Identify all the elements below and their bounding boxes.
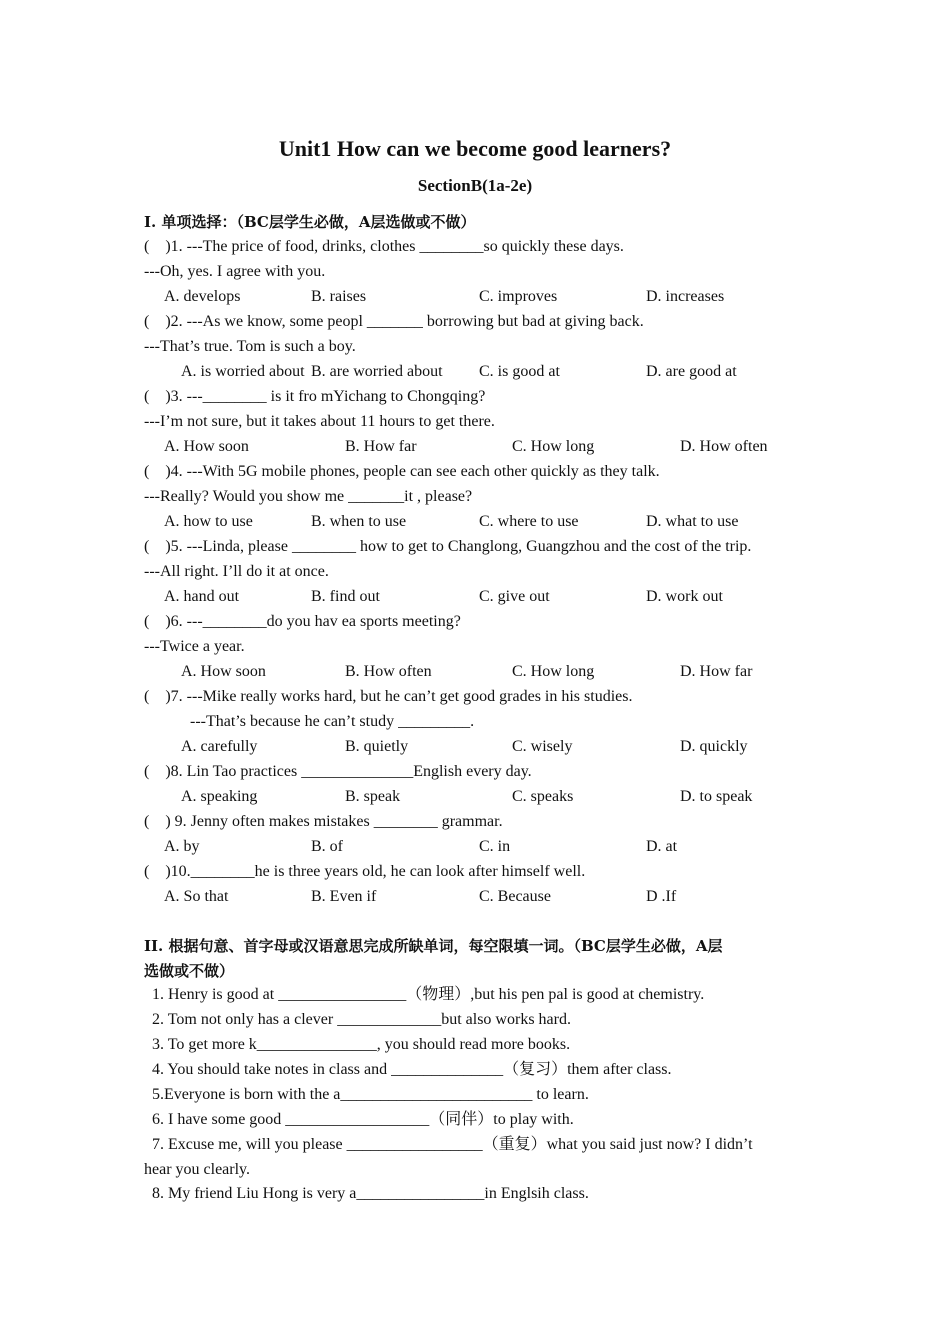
question-6-response: ---Twice a year. — [144, 638, 245, 655]
question-4-response: ---Really? Would you show me _______it , please? — [144, 488, 473, 505]
fill-item-2: 2. Tom not only has a clever _____________but also works hard. — [144, 1011, 571, 1028]
q2-option-d: D. are good at — [646, 363, 737, 380]
question-10: ( )10.________he is three years old, he can look after himself well. — [144, 863, 586, 880]
q10-option-c: C. Because — [479, 888, 551, 905]
q9-option-a: A. by — [164, 838, 200, 855]
q4-option-a: A. how to use — [164, 513, 253, 530]
q4-option-d: D. what to use — [646, 513, 739, 530]
q8-option-b: B. speak — [345, 788, 401, 805]
question-1-response: ---Oh, yes. I agree with you. — [144, 263, 326, 280]
section2-header: II. 根据句意、首字母或汉语意思完成所缺单词，每空限填一词。（BC层学生必做，A层 — [144, 937, 723, 955]
question-5: ( )5. ---Linda, please ________ how to get to Changlong, Guangzhou and the cost of the trip. — [144, 538, 752, 555]
question-2: ( )2. ---As we know, some peopl _______ borrowing but bad at giving back. — [144, 313, 644, 330]
fill-item-7-cont: hear you clearly. — [144, 1161, 251, 1178]
fill-item-7: 7. Excuse me, will you please _________________（重复）what you said just now? I didn’t — [144, 1136, 753, 1153]
q1-option-b: B. raises — [311, 288, 367, 305]
q2-option-c: C. is good at — [479, 363, 560, 380]
page-subtitle: SectionB(1a-2e) — [417, 176, 533, 195]
question-3-response: ---I’m not sure, but it takes about 11 hours to get there. — [144, 413, 495, 430]
q3-option-d: D. How often — [680, 438, 768, 455]
q10-option-b: B. Even if — [311, 888, 377, 905]
q2-option-b: B. are worried about — [311, 363, 443, 380]
question-2-response: ---That’s true. Tom is such a boy. — [144, 338, 356, 355]
q7-option-d: D. quickly — [680, 738, 748, 755]
q5-option-d: D. work out — [646, 588, 723, 605]
question-4: ( )4. ---With 5G mobile phones, people can see each other quickly as they talk. — [144, 463, 660, 480]
fill-item-5: 5.Everyone is born with the a________________________ to learn. — [144, 1086, 589, 1103]
question-8: ( )8. Lin Tao practices ______________English every day. — [144, 763, 532, 780]
q6-option-a: A. How soon — [181, 663, 266, 680]
q1-option-d: D. increases — [646, 288, 725, 305]
q9-option-b: B. of — [311, 838, 343, 855]
q8-option-a: A. speaking — [181, 788, 258, 805]
fill-item-4: 4. You should take notes in class and ______________（复习）them after class. — [144, 1061, 672, 1078]
q3-option-b: B. How far — [345, 438, 417, 455]
question-9: ( ) 9. Jenny often makes mistakes ________ grammar. — [144, 813, 503, 830]
fill-item-3: 3. To get more k_______________, you should read more books. — [144, 1036, 571, 1053]
question-6: ( )6. ---________do you hav ea sports meeting? — [144, 613, 461, 630]
question-7-response: ---That’s because he can’t study _________. — [190, 713, 475, 730]
q1-option-c: C. improves — [479, 288, 558, 305]
q8-option-c: C. speaks — [512, 788, 574, 805]
q6-option-c: C. How long — [512, 663, 595, 680]
section1-header: I. 单项选择：（BC层学生必做，A层选做或不做） — [144, 213, 476, 231]
section2-header-cont: 选做或不做） — [144, 962, 235, 980]
question-5-response: ---All right. I’ll do it at once. — [144, 563, 329, 580]
q5-option-b: B. find out — [311, 588, 380, 605]
q1-option-a: A. develops — [164, 288, 241, 305]
q4-option-c: C. where to use — [479, 513, 579, 530]
question-3: ( )3. ---________ is it fro mYichang to Chongqing? — [144, 388, 486, 405]
q8-option-d: D. to speak — [680, 788, 753, 805]
question-1: ( )1. ---The price of food, drinks, clothes ________so quickly these days. — [144, 238, 624, 255]
q2-option-a: A. is worried about — [181, 363, 305, 380]
q9-option-d: D. at — [646, 838, 678, 855]
q10-option-d: D .If — [646, 888, 677, 905]
q4-option-b: B. when to use — [311, 513, 407, 530]
fill-item-1: 1. Henry is good at ________________（物理）,but his pen pal is good at chemistry. — [144, 986, 705, 1003]
q3-option-a: A. How soon — [164, 438, 249, 455]
q5-option-a: A. hand out — [164, 588, 240, 605]
q10-option-a: A. So that — [164, 888, 229, 905]
page-title: Unit1 How can we become good learners? — [278, 136, 672, 161]
fill-item-6: 6. I have some good __________________（同伴）to play with. — [144, 1111, 574, 1128]
q5-option-c: C. give out — [479, 588, 550, 605]
q7-option-b: B. quietly — [345, 738, 409, 755]
q6-option-d: D. How far — [680, 663, 753, 680]
q7-option-c: C. wisely — [512, 738, 573, 755]
fill-item-8: 8. My friend Liu Hong is very a________________in Englsih class. — [144, 1185, 589, 1202]
q9-option-c: C. in — [479, 838, 511, 855]
question-7: ( )7. ---Mike really works hard, but he can’t get good grades in his studies. — [144, 688, 633, 705]
q7-option-a: A. carefully — [181, 738, 258, 755]
q3-option-c: C. How long — [512, 438, 595, 455]
q6-option-b: B. How often — [345, 663, 432, 680]
